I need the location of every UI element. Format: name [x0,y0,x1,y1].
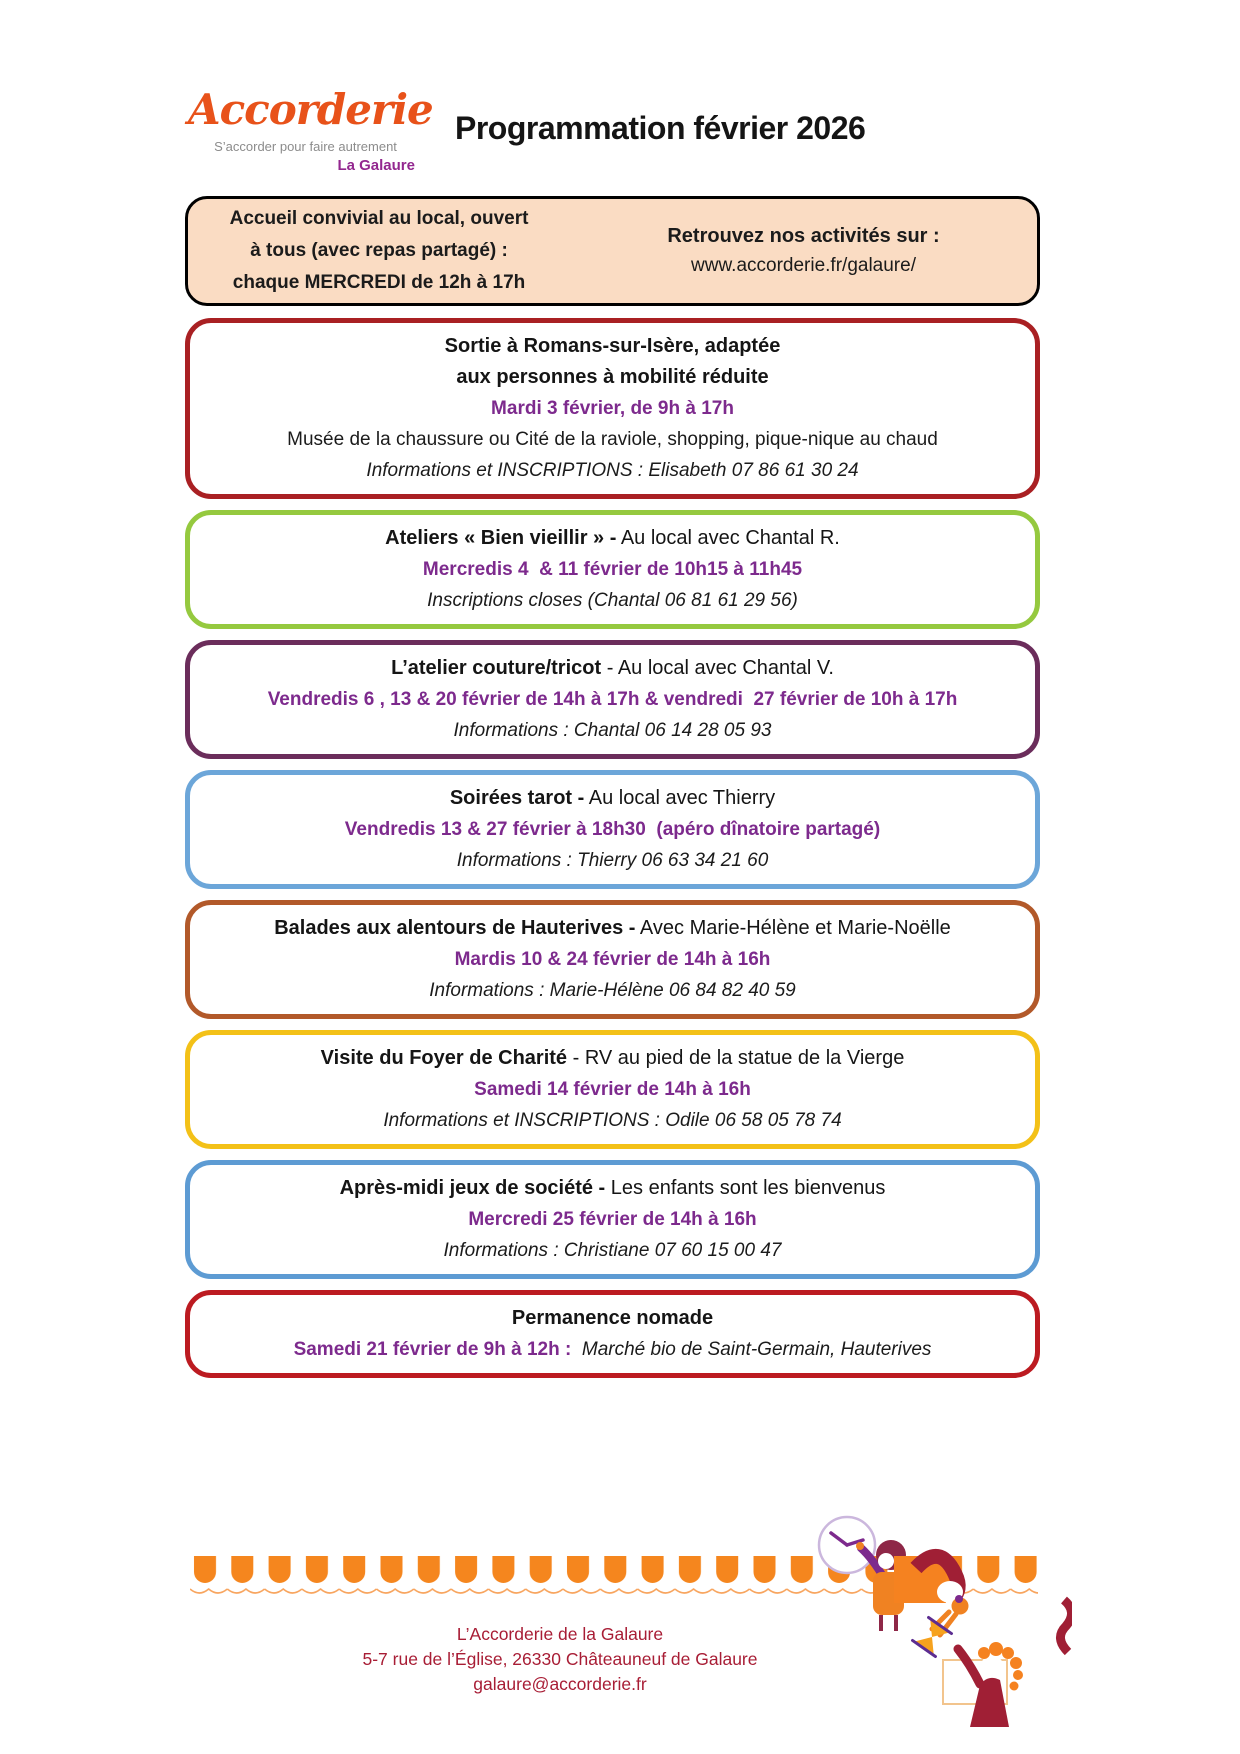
program-content [185,196,1040,1389]
welcome-website [570,221,1037,281]
welcome-line: chaque MERCREDI de 12h à 17h [232,272,526,293]
activity-title-line2: aux personnes à mobilité réduite [456,366,769,388]
footer-address: 5-7 rue de l’Église, 26330 Châteauneuf de Galaure [362,1649,758,1669]
activity-date: Samedi 21 février de 9h à 12h : [293,1339,577,1360]
activity-title: Ateliers « Bien vieillir » - Au local avec Chantal R. [385,527,840,549]
activity-card-visite-foyer-charite [185,1030,1040,1149]
activity-contact-info: Informations : Christiane 07 60 15 00 47 [443,1240,782,1261]
activity-date: Mercredi 25 février de 14h à 16h [468,1209,757,1230]
activity-date: Vendredis 13 & 27 février à 18h30 (apéro dînatoire partagé) [344,819,881,840]
activity-title: L’atelier couture/tricot - Au local avec Chantal V. [391,657,834,679]
logo-tagline: S’accorder pour faire autrement [214,139,397,154]
activity-card-sortie-romans [185,318,1040,499]
activity-contact-info: Informations : Thierry 06 63 34 21 60 [456,850,769,871]
website-label: Retrouvez nos activités sur : [667,225,940,247]
accorderie-logo [188,84,433,174]
welcome-schedule [188,203,570,299]
activity-title: Permanence nomade [511,1307,714,1329]
activity-description: Musée de la chaussure ou Cité de la raviole, shopping, pique-nique au chaud [287,429,938,450]
activity-date: Mercredis 4 & 11 février de 10h15 à 11h45 [422,559,803,580]
footer-org-name: L’Accorderie de la Galaure [456,1624,664,1644]
activity-card-balades-hauterives [185,900,1040,1019]
activity-date: Vendredis 6 , 13 & 20 février de 14h à 17h & vendredi 27 février de 10h à 17h [267,689,958,710]
activity-date: Mardi 3 février, de 9h à 17h [491,398,734,419]
welcome-line: Accueil convivial au local, ouvert [229,208,529,229]
activity-card-jeux-de-societe [185,1160,1040,1279]
logo-wordmark: Accorderie [188,85,433,134]
welcome-line: à tous (avec repas partagé) : [250,240,508,261]
activity-date-and-place [216,1334,1009,1365]
activity-contact-info: Inscriptions closes (Chantal 06 81 61 29 56) [427,590,798,611]
logo-region-label: La Galaure [337,157,415,174]
activity-date: Mardis 10 & 24 février de 14h à 16h [454,949,771,970]
activity-card-permanence-nomade [185,1290,1040,1378]
footer-email-link[interactable]: galaure@accorderie.fr [473,1674,647,1694]
activity-contact-info: Informations : Marie-Hélène 06 84 82 40 59 [429,980,796,1001]
activity-date: Samedi 14 février de 14h à 16h [474,1079,751,1100]
activity-contact-info: Informations et INSCRIPTIONS : Elisabeth 07 86 61 30 24 [366,460,859,481]
website-url-link[interactable]: www.accorderie.fr/galaure/ [691,255,916,276]
activity-card-ateliers-bien-vieillir [185,510,1040,629]
activity-contact-info: Informations et INSCRIPTIONS : Odile 06 58 05 78 74 [383,1110,842,1131]
activity-title: Visite du Foyer de Charité - RV au pied de la statue de la Vierge [320,1047,905,1069]
activity-title: Après-midi jeux de société - Les enfants sont les bienvenus [339,1177,886,1199]
activity-card-soirees-tarot [185,770,1040,889]
activity-title: Sortie à Romans-sur-Isère, adaptée [444,335,781,357]
activity-title: Balades aux alentours de Hauterives - Avec Marie-Hélène et Marie-Noëlle [274,917,951,939]
activity-card-atelier-couture-tricot [185,640,1040,759]
activity-contact-info: Informations : Chantal 06 14 28 05 93 [453,720,772,741]
welcome-box [185,196,1040,306]
page-title: Programmation février 2026 [455,110,866,146]
activity-title: Soirées tarot - Au local avec Thierry [449,787,776,809]
activity-place: Marché bio de Saint-Germain, Hauterives [576,1339,932,1360]
footer-contact-block [185,1622,935,1697]
